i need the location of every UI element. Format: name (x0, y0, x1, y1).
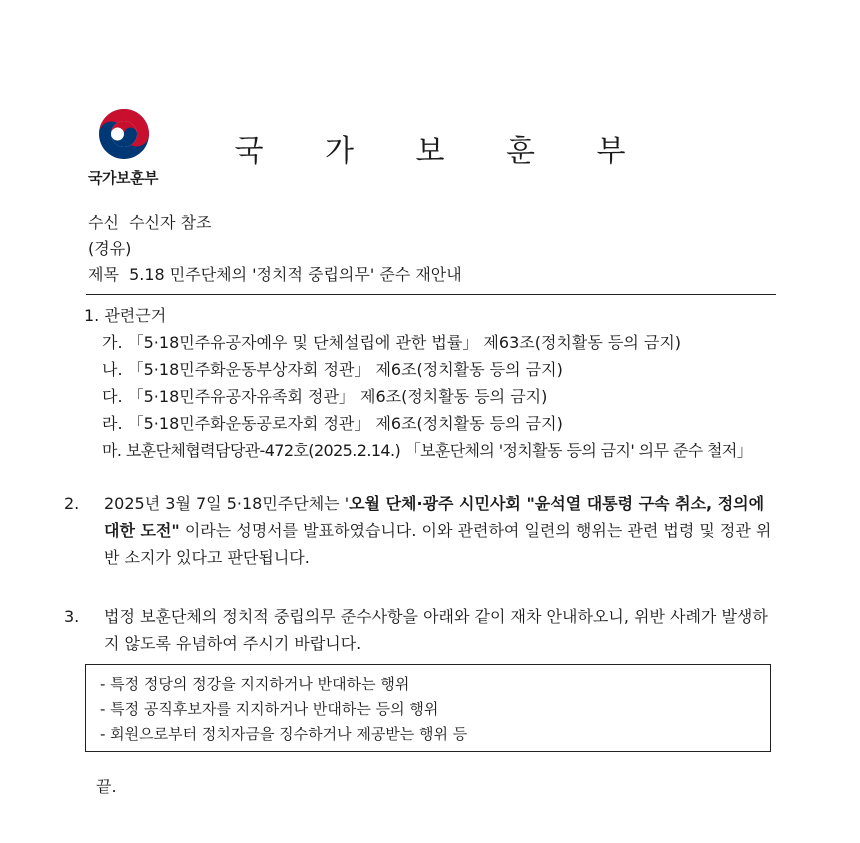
section-statement (64, 490, 776, 571)
prohibited-act-item: - 특정 공직후보자를 지지하거나 반대하는 등의 행위 (100, 700, 439, 718)
via-line: (경유) (88, 239, 132, 258)
legal-basis-list (102, 329, 752, 464)
prohibited-acts-box (85, 664, 771, 752)
subject-divider (86, 294, 776, 295)
legal-basis-item: 가. 「5·18민주유공자예우 및 단체설립에 관한 법률」 제63조(정치활동 등의 금지) (102, 333, 682, 352)
section2-bold: 오월 단체·광주 시민사회 "윤석열 대통령 구속 취소, 정의에 대한 도전" (104, 494, 765, 540)
logo-text: 국가보훈부 (88, 169, 158, 187)
legal-basis-item: 나. 「5·18민주화운동부상자회 정관」 제6조(정치활동 등의 금지) (102, 360, 563, 379)
prohibited-act-item: - 특정 정당의 정강을 지지하거나 반대하는 행위 (100, 675, 410, 693)
section2-pre: 2025년 3월 7일 5·18민주단체는 ' (104, 494, 350, 513)
legal-basis-item: 다. 「5·18민주유공자유족회 정관」 제6조(정치활동 등의 금지) (102, 387, 548, 406)
prohibited-act-item: - 회원으로부터 정치자금을 징수하거나 제공받는 행위 등 (100, 725, 468, 743)
legal-basis-item: 라. 「5·18민주화운동공로자회 정관」 제6조(정치활동 등의 금지) (102, 414, 563, 433)
agency-title: 국 가 보 훈 부 (234, 134, 652, 169)
recipient-line: 수신 수신자 참조 (88, 213, 212, 232)
section3-text: 법정 보훈단체의 정치적 중립의무 준수사항을 아래와 같이 재차 안내하오니, 위반 사례가 발생하지 않도록 유념하여 주시기 바랍니다. (104, 607, 768, 653)
section2-post: 이라는 성명서를 발표하였습니다. 이와 관련하여 일련의 행위는 관련 법령 및 정관 위반 소지가 있다고 판단됩니다. (104, 521, 772, 567)
section-legal-basis (84, 302, 752, 464)
subject-line: 제목 5.18 민주단체의 '정치적 중립의무' 준수 재안내 (88, 265, 462, 284)
section-guidance (64, 603, 776, 657)
section2-number: 2. (64, 494, 80, 513)
end-mark: 끝. (96, 777, 117, 796)
section3-number: 3. (64, 607, 80, 626)
legal-basis-item: 마. 보훈단체협력담당관-472호(2025.2.14.) 「보훈단체의 '정치활동 등의 금지' 의무 준수 철저」 (102, 441, 753, 460)
document-meta (88, 210, 462, 288)
section1-heading: 1. 관련근거 (84, 306, 167, 325)
